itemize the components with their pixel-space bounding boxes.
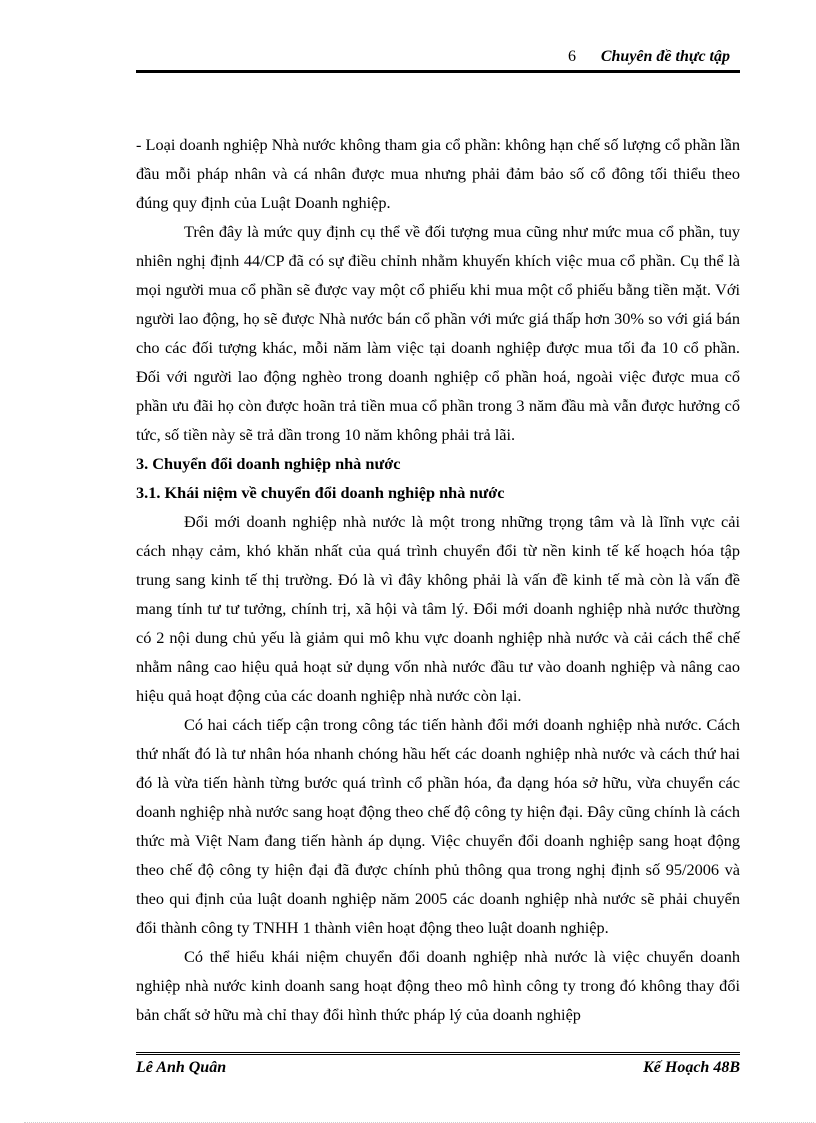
paragraph-3: Đổi mới doanh nghiệp nhà nước là một trong những trọng tâm và là lĩnh vực cải cách nhạy cảm, khó khăn nhất của quá trình chuyển đổi từ nền kinh tế kế hoạch hóa tập trung sang kinh tế thị trường. Đó là vì đây không phải là vấn đề kinh tế mà còn là vấn đề mang tính tư tư tưởng, chính trị, xã hội và tâm lý. Đổi mới doanh nghiệp nhà nước thường có 2 nội dung chủ yếu là giảm qui mô khu vực doanh nghiệp nhà nước và cải cách thể chế nhằm nâng cao hiệu quả hoạt sử dụng vốn nhà nước đầu tư vào doanh nghiệp và nâng cao hiệu quả hoạt động của các doanh nghiệp nhà nước còn lại. [136, 512, 740, 705]
paragraph-1: - Loại doanh nghiệp Nhà nước không tham gia cổ phần: không hạn chế số lượng cổ phần lần đầu mỗi pháp nhân và cá nhân được mua nhưng phải đảm bảo số cổ đông tối thiểu theo đúng quy định của Luật Doanh nghiệp. [136, 135, 740, 212]
document-body [136, 130, 740, 1029]
footer-class: Kế Hoạch 48B [643, 1059, 740, 1076]
page-number: 6 [568, 48, 576, 65]
section-heading: 3. Chuyển đổi doanh nghiệp nhà nước [136, 454, 401, 473]
subsection-heading: 3.1. Khái niệm về chuyển đổi doanh nghiệp nhà nước [136, 483, 505, 502]
page-footer [136, 1052, 740, 1082]
page-header [136, 44, 740, 73]
footer-author: Lê Anh Quân [136, 1059, 227, 1076]
header-title: Chuyên đề thực tập [600, 48, 730, 65]
paragraph-4: Có hai cách tiếp cận trong công tác tiến hành đổi mới doanh nghiệp nhà nước. Cách thứ nhất đó là tư nhân hóa nhanh chóng hầu hết các doanh nghiệp nhà nước và cách thứ hai đó là vừa tiến hành từng bước quá trình cổ phần hóa, đa dạng hóa sở hữu, vừa chuyển các doanh nghiệp nhà nước sang hoạt động theo chế độ công ty hiện đại. Đây cũng chính là cách thức mà Việt Nam đang tiến hành áp dụng. Việc chuyển đổi doanh nghiệp sang hoạt động theo chế độ công ty hiện đại đã được chính phủ thông qua trong nghị định số 95/2006 và theo qui định của luật doanh nghiệp năm 2005 các doanh nghiệp nhà nước sẽ phải chuyển đổi thành công ty TNHH 1 thành viên hoạt động theo luật doanh nghiệp. [136, 715, 740, 937]
paragraph-2: Trên đây là mức quy định cụ thể về đối tượng mua cũng như mức mua cổ phần, tuy nhiên nghị định 44/CP đã có sự điều chỉnh nhằm khuyến khích việc mua cổ phần. Cụ thể là mọi người mua cổ phần sẽ được vay một cổ phiếu khi mua một cổ phiếu bằng tiền mặt. Với người lao động, họ sẽ được Nhà nước bán cổ phần với mức giá thấp hơn 30% so với giá bán cho các đối tượng khác, mỗi năm làm việc tại doanh nghiệp được mua tối đa 10 cổ phần. Đối với người lao động nghèo trong doanh nghiệp cổ phần hoá, ngoài việc được mua cổ phần ưu đãi họ còn được hoãn trả tiền mua cổ phần trong 3 năm đầu mà vẫn được hưởng cổ tức, số tiền này sẽ trả dần trong 10 năm không phải trả lãi. [136, 222, 740, 444]
paragraph-5: Có thể hiểu khái niệm chuyển đổi doanh nghiệp nhà nước là việc chuyển doanh nghiệp nhà nước kinh doanh sang hoạt động theo mô hình công ty trong đó không thay đổi bản chất sở hữu mà chỉ thay đổi hình thức pháp lý của doanh nghiệp [136, 947, 740, 1024]
